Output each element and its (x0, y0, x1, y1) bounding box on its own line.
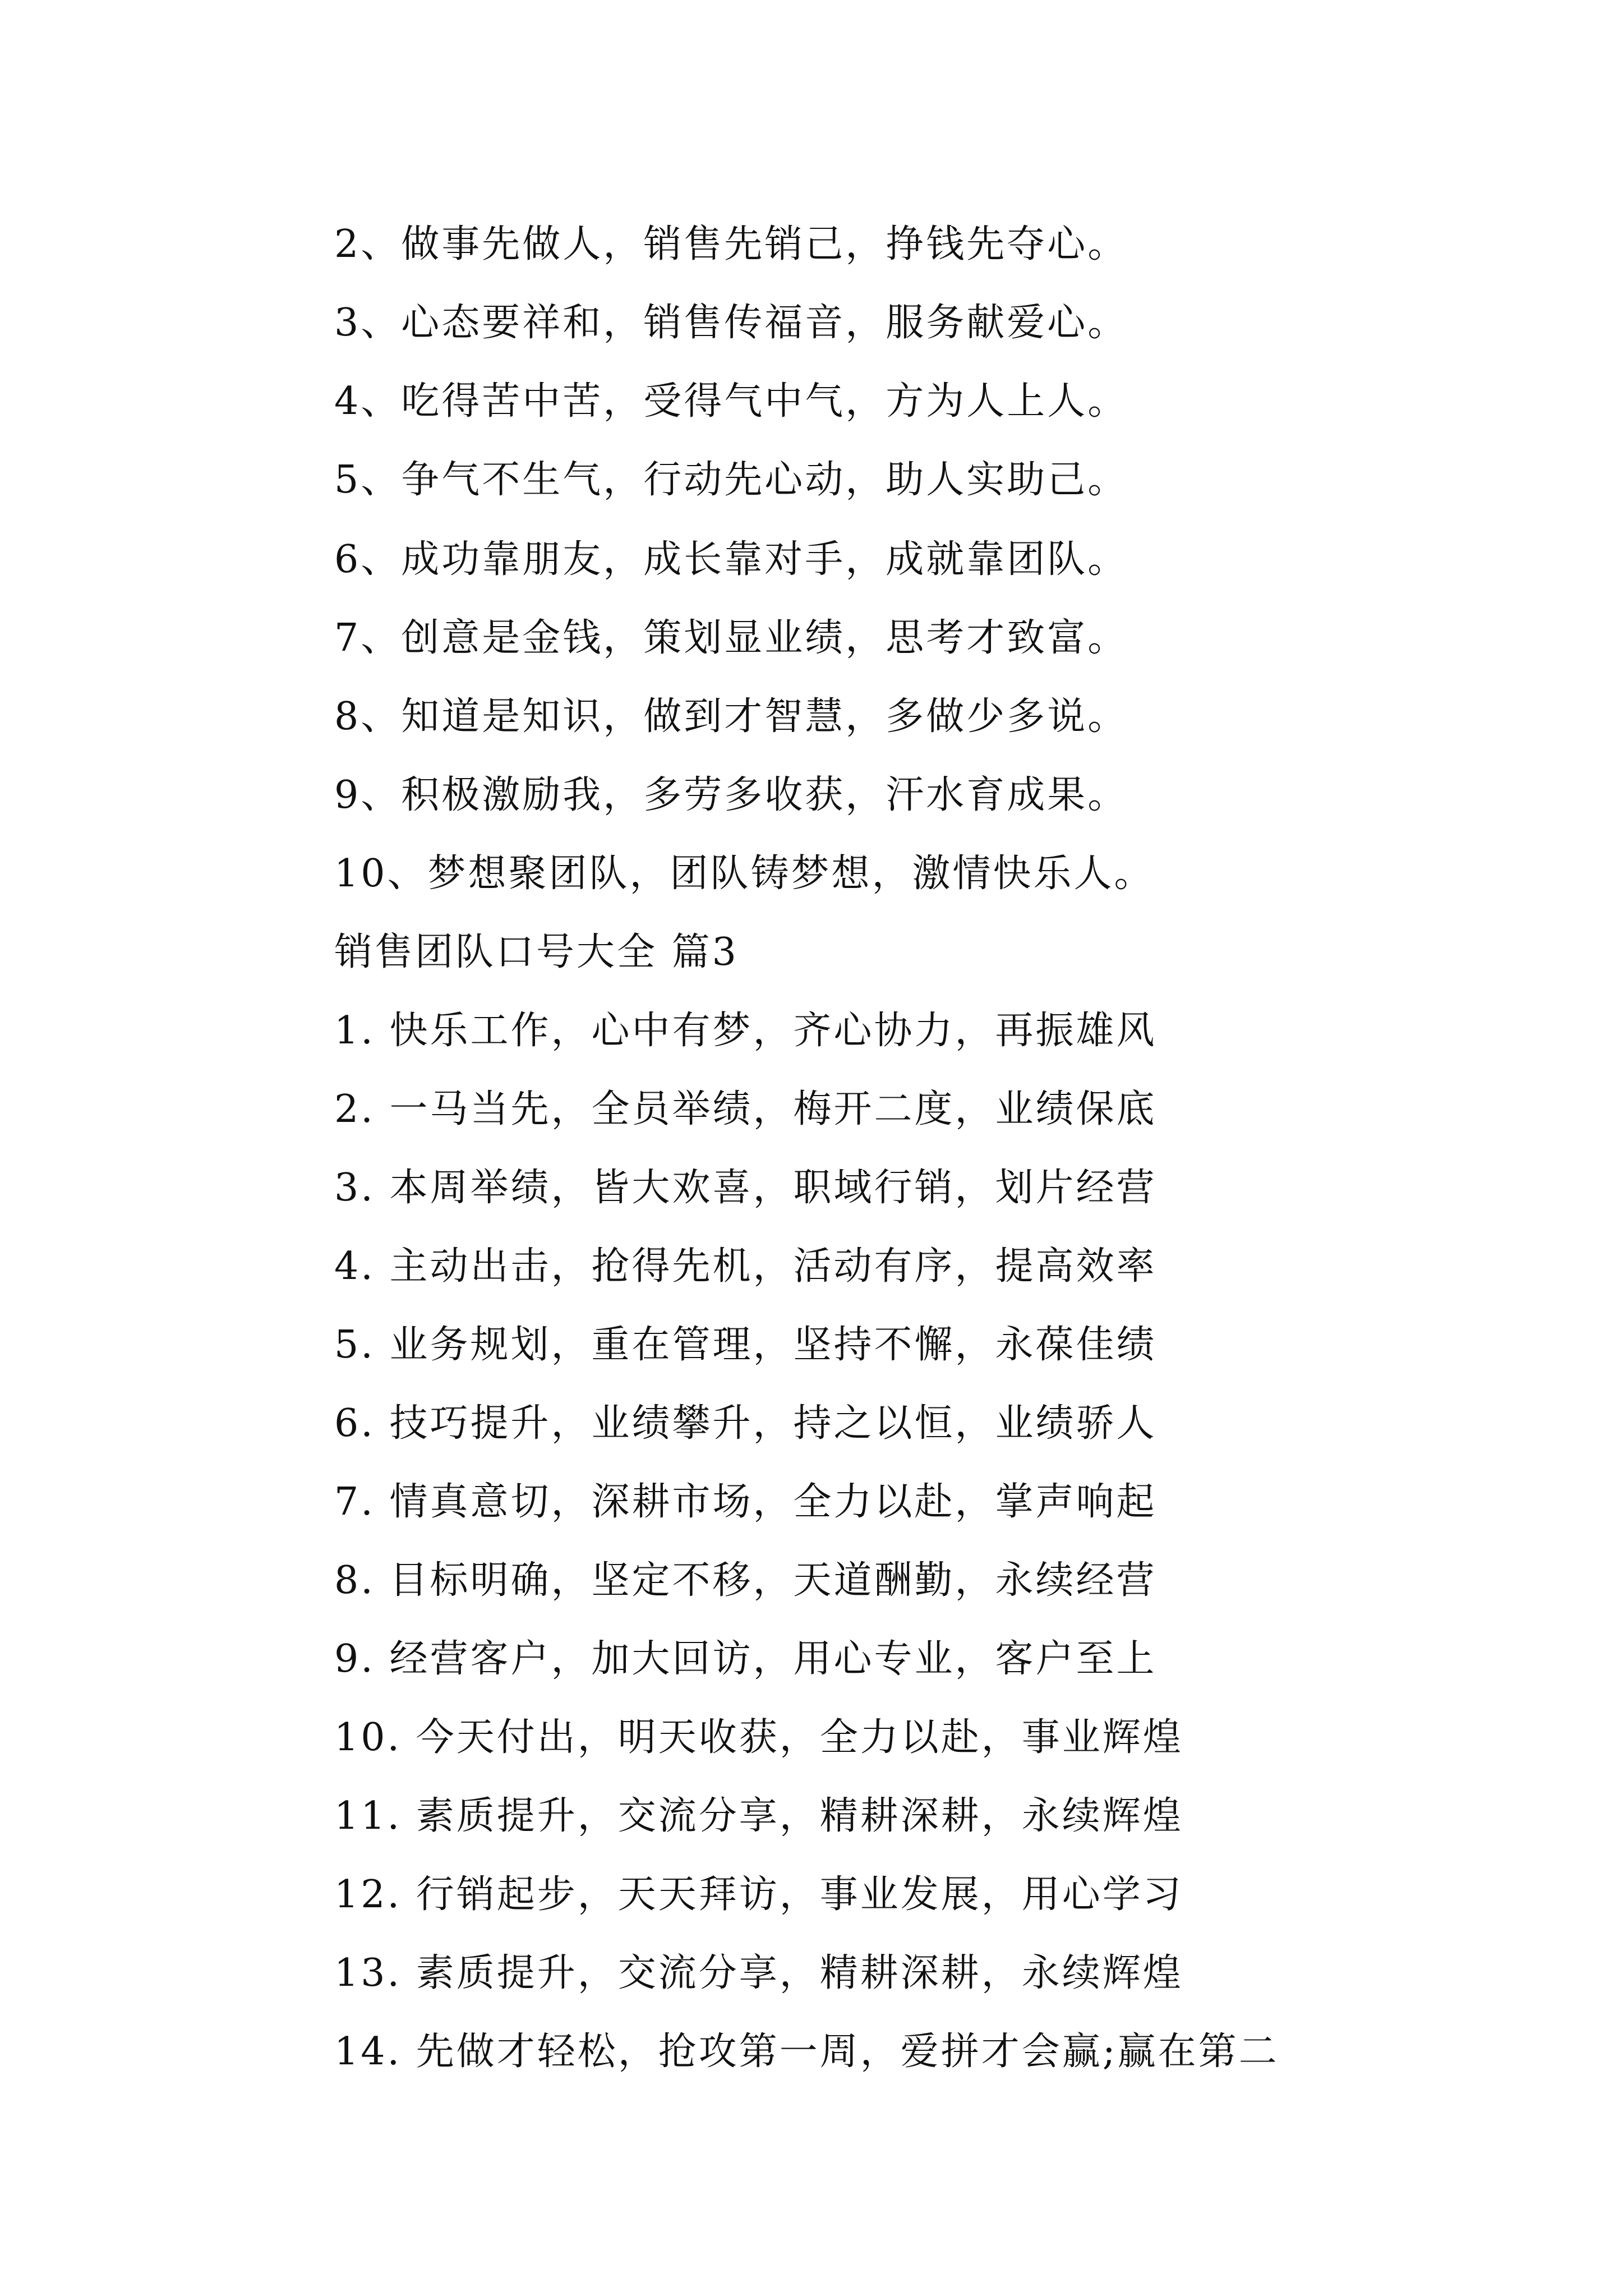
section-heading: 销售团队口号大全 篇3 (334, 930, 739, 974)
slogan-line: 9. 经营客户，加大回访，用心专业，客户至上 (334, 1637, 1157, 1681)
slogan-line: 12. 行销起步，天天拜访，事业发展，用心学习 (334, 1872, 1183, 1917)
slogan-line: 11. 素质提升，交流分享，精耕深耕，永续辉煌 (334, 1794, 1183, 1838)
slogan-line: 5、争气不生气，行动先心动，助人实助己。 (334, 458, 1128, 502)
slogan-line: 10、梦想聚团队，团队铸梦想，激情快乐人。 (334, 852, 1155, 896)
slogan-line: 6、成功靠朋友，成长靠对手，成就靠团队。 (334, 537, 1128, 582)
slogan-line: 3、心态要祥和，销售传福音，服务献爱心。 (334, 301, 1128, 345)
slogan-line: 14. 先做才轻松，抢攻第一周，爱拼才会赢;赢在第二 (334, 2030, 1279, 2074)
slogan-line: 3. 本周举绩，皆大欢喜，职域行销，划片经营 (334, 1166, 1157, 1210)
slogan-line: 6. 技巧提升，业绩攀升，持之以恒，业绩骄人 (334, 1401, 1157, 1446)
slogan-line: 1. 快乐工作，心中有梦，齐心协力，再振雄风 (334, 1009, 1157, 1053)
slogan-line: 2、做事先做人，销售先销己，挣钱先夺心。 (334, 222, 1128, 266)
slogan-line: 7、创意是金钱，策划显业绩，思考才致富。 (334, 616, 1128, 660)
slogan-line: 9、积极激励我，多劳多收获，汗水育成果。 (334, 773, 1128, 817)
slogan-line: 5. 业务规划，重在管理，坚持不懈，永葆佳绩 (334, 1323, 1157, 1367)
slogan-line: 10. 今天付出，明天收获，全力以赴，事业辉煌 (334, 1715, 1183, 1760)
slogan-line: 8、知道是知识，做到才智慧，多做少多说。 (334, 694, 1128, 739)
slogan-line: 4、吃得苦中苦，受得气中气，方为人上人。 (334, 379, 1128, 424)
slogan-line: 4. 主动出击，抢得先机，活动有序，提高效率 (334, 1244, 1157, 1289)
slogan-line: 8. 目标明确，坚定不移，天道酬勤，永续经营 (334, 1558, 1157, 1603)
slogan-line: 2. 一马当先，全员举绩，梅开二度，业绩保底 (334, 1087, 1157, 1131)
slogan-line: 7. 情真意切，深耕市场，全力以赴，掌声响起 (334, 1480, 1157, 1524)
slogan-line: 13. 素质提升，交流分享，精耕深耕，永续辉煌 (334, 1951, 1183, 1995)
